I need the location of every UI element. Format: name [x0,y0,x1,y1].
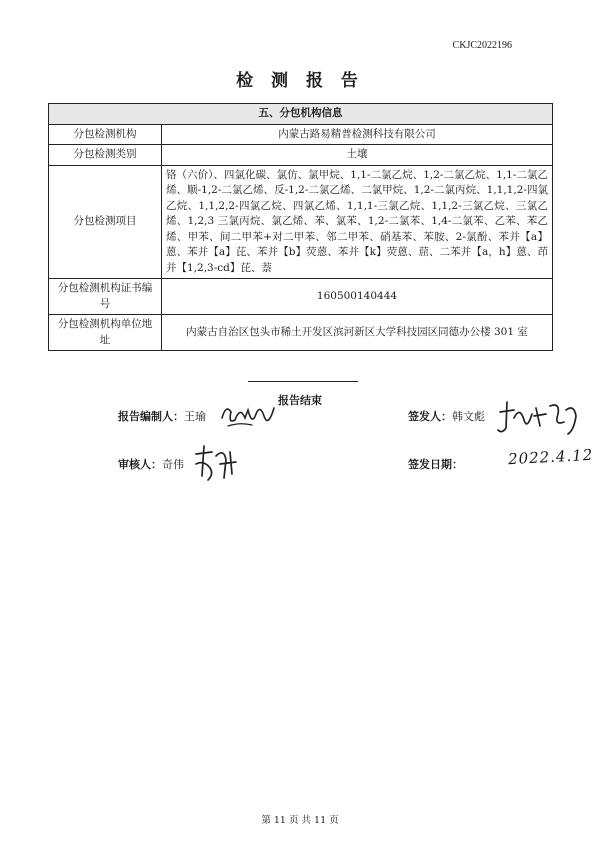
reviewer-name: 奇伟 [162,458,184,471]
reviewer-line [118,456,184,472]
row-value-address: 内蒙古自治区包头市稀土开发区滨河新区大学科技园区同德办公楼 301 室 [162,315,553,351]
row-value-category: 土壤 [162,145,553,166]
reviewer-label: 审核人： [118,458,162,471]
end-divider [248,381,358,382]
editor-label: 报告编制人： [118,410,184,423]
document-code: CKJC2022196 [452,40,512,51]
table-row [49,165,553,279]
page-footer: 第 11 页 共 11 页 [261,815,339,826]
reviewer-signature-image [190,442,242,484]
table-section-row [49,104,553,125]
issue-date-handwritten: 2022.4.12 [507,445,594,469]
issuer-label: 签发人： [408,410,452,423]
row-value-items: 铬（六价）、四氯化碳、氯仿、氯甲烷、1,1-二氯乙烷、1,2-二氯乙烷、1,1-二氯乙烯、顺-1,2-二氯乙烯、反-1,2-二氯乙烯、二氯甲烷、1,2-二氯丙烷、1,1,1,2-四氯乙烷、1,1,2,2-四氯乙烷、四氯乙烯、1,1,1-三氯乙烷、1,1,2-三氯乙烷、三氯乙烯、1,2,3 三氯丙烷、氯乙烯、苯、氯苯、1,2-二氯苯、1,4-二氯苯、乙苯、苯乙烯、甲苯、间二甲苯+对二甲苯、邻二甲苯、硝基苯、苯胺、2-氯酚、苯并【a】蒽、苯并【a】芘、苯并【b】荧蒽、苯并【k】荧蒽、䓛、二苯并【a，h】蒽、茚并【1,2,3-cd】芘、萘 [162,165,553,279]
editor-signature-image [218,398,280,434]
section-title: 五、分包机构信息 [49,104,553,125]
table-row [49,124,553,145]
row-label-certificate: 分包检测机构证书编号 [49,279,162,315]
issuer-signature-image [494,396,584,440]
row-label-institution: 分包检测机构 [49,124,162,145]
report-end-text: 报告结束 [278,394,322,407]
row-label-items: 分包检测项目 [49,165,162,279]
report-title: 检 测 报 告 [236,71,364,91]
editor-name: 王瑜 [184,410,206,423]
issuer-line [408,408,485,424]
table-row [49,315,553,351]
table-row [49,145,553,166]
row-value-institution: 内蒙古路易精普检测科技有限公司 [162,124,553,145]
issue-date-line [408,456,463,472]
row-value-certificate: 160500140444 [162,279,553,315]
editor-line [118,408,206,424]
table-row [49,279,553,315]
subcontract-info-table [48,103,553,351]
row-label-category: 分包检测类别 [49,145,162,166]
issue-date-label: 签发日期： [408,458,463,471]
row-label-address: 分包检测机构单位地址 [49,315,162,351]
issuer-name: 韩文彪 [452,410,485,423]
